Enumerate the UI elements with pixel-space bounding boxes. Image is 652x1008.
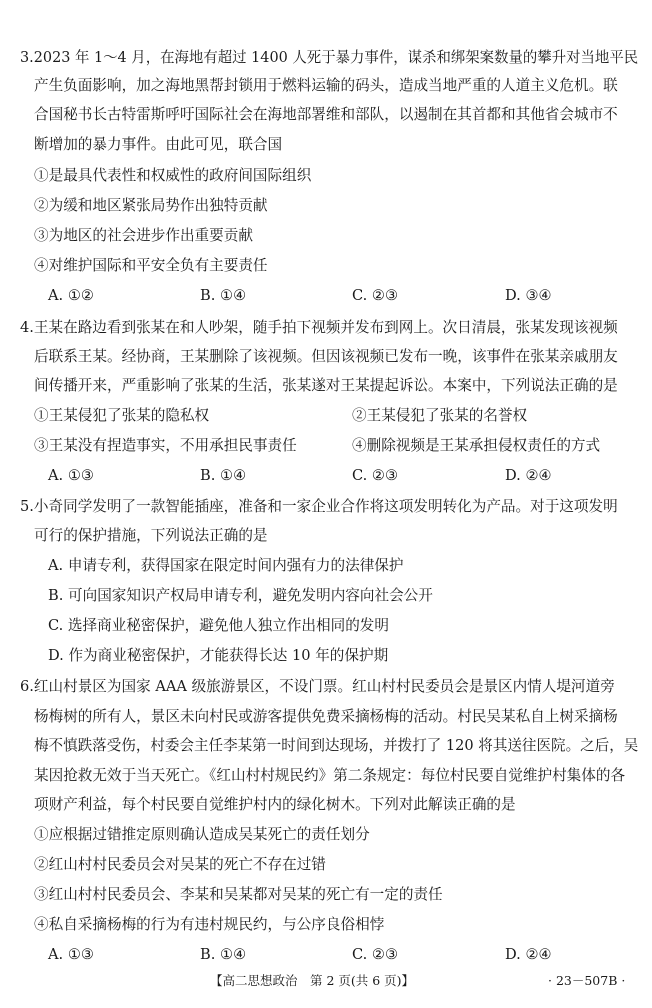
question-4-item-1: ①王某侵犯了张某的隐私权	[34, 407, 210, 424]
question-3-item-3: ③为地区的社会进步作出重要贡献	[34, 227, 253, 244]
question-6-stem-line-4: 某因抢救无效于当天死亡。《红山村村规民约》第二条规定：每位村民要自觉维护村集体的各	[34, 767, 626, 784]
question-6-choice-a: A. ①③	[48, 946, 94, 963]
question-3-choice-c: C. ②③	[352, 287, 399, 304]
question-4-choice-c: C. ②③	[352, 467, 399, 484]
question-3-stem-line-3: 合国秘书长古特雷斯呼吁国际社会在海地部署维和部队，以遏制在其首都和其他省会城市不	[34, 106, 618, 123]
question-6-item-3: ③红山村村民委员会、李某和吴某都对吴某的死亡有一定的责任	[34, 886, 443, 903]
question-4-item-2: ②王某侵犯了张某的名誉权	[352, 407, 528, 424]
question-6-choice-d: D. ②④	[505, 946, 552, 963]
question-3-choice-d: D. ③④	[505, 287, 552, 304]
question-3-stem-line-1: 3.2023 年 1～4 月，在海地有超过 1400 人死于暴力事件，谋杀和绑架案数量的攀升对当地平民	[20, 49, 639, 66]
question-6-choice-b: B. ①④	[200, 946, 247, 963]
question-4-choice-a: A. ①③	[48, 467, 94, 484]
question-6-stem-line-5: 项财产利益，每个村民要自觉维护村内的绿化树木。下列对此解读正确的是	[34, 796, 516, 813]
question-3-choice-a: A. ①②	[48, 287, 94, 304]
page-footer-code: · 23－507B ·	[548, 973, 626, 988]
question-6-choice-c: C. ②③	[352, 946, 399, 963]
question-6-item-2: ②红山村村民委员会对吴某的死亡不存在过错	[34, 856, 326, 873]
page-footer-title: 【高二思想政治 第 2 页(共 6 页)】	[210, 973, 415, 988]
question-5-choice-c: C. 选择商业秘密保护，避免他人独立作出相同的发明	[48, 617, 389, 634]
question-4-item-4: ④删除视频是王某承担侵权责任的方式	[352, 437, 601, 454]
question-6-stem-line-2: 杨梅树的所有人，景区未向村民或游客提供免费采摘杨梅的活动。村民吴某私自上树采摘杨	[34, 708, 618, 725]
question-6-stem-line-3: 梅不慎跌落受伤，村委会主任李某第一时间到达现场，并拨打了 120 将其送往医院。之后，吴	[34, 737, 639, 754]
question-4-item-3: ③王某没有捏造事实，不用承担民事责任	[34, 437, 297, 454]
question-4-stem-line-1: 4.王某在路边看到张某在和人吵架，随手拍下视频并发布到网上。次日清晨，张某发现该视频	[20, 319, 618, 336]
question-4-stem-line-2: 后联系王某。经协商，王某删除了该视频。但因该视频已发布一晚，该事件在张某亲戚朋友	[34, 348, 618, 365]
question-4-choice-b: B. ①④	[200, 467, 247, 484]
question-6-item-4: ④私自采摘杨梅的行为有违村规民约，与公序良俗相悖	[34, 916, 385, 933]
question-5-choice-b: B. 可向国家知识产权局申请专利，避免发明内容向社会公开	[48, 587, 433, 604]
question-3-item-2: ②为缓和地区紧张局势作出独特贡献	[34, 197, 268, 214]
question-3-item-1: ①是最具代表性和权威性的政府间国际组织	[34, 167, 312, 184]
question-4-stem-line-3: 间传播开来，严重影响了张某的生活，张某遂对王某提起诉讼。本案中，下列说法正确的是	[34, 377, 618, 394]
question-3-item-4: ④对维护国际和平安全负有主要责任	[34, 257, 268, 274]
question-6-stem-line-1: 6.红山村景区为国家 AAA 级旅游景区，不设门票。红山村村民委员会是景区内情人堤河道旁	[20, 678, 615, 695]
question-5-choice-a: A. 申请专利，获得国家在限定时间内强有力的法律保护	[48, 557, 404, 574]
question-5-choice-d: D. 作为商业秘密保护，才能获得长达 10 年的保护期	[48, 647, 389, 664]
question-3-stem-line-2: 产生负面影响，加之海地黑帮封锁用于燃料运输的码头，造成当地严重的人道主义危机。联	[34, 77, 618, 94]
question-3-stem-line-4: 断增加的暴力事件。由此可见，联合国	[34, 136, 283, 153]
question-3-choice-b: B. ①④	[200, 287, 247, 304]
question-4-choice-d: D. ②④	[505, 467, 552, 484]
question-5-stem-line-1: 5.小奇同学发明了一款智能插座，准备和一家企业合作将这项发明转化为产品。对于这项发明	[20, 498, 618, 515]
question-6-item-1: ①应根据过错推定原则确认造成吴某死亡的责任划分	[34, 826, 370, 843]
question-5-stem-line-2: 可行的保护措施，下列说法正确的是	[34, 527, 268, 544]
